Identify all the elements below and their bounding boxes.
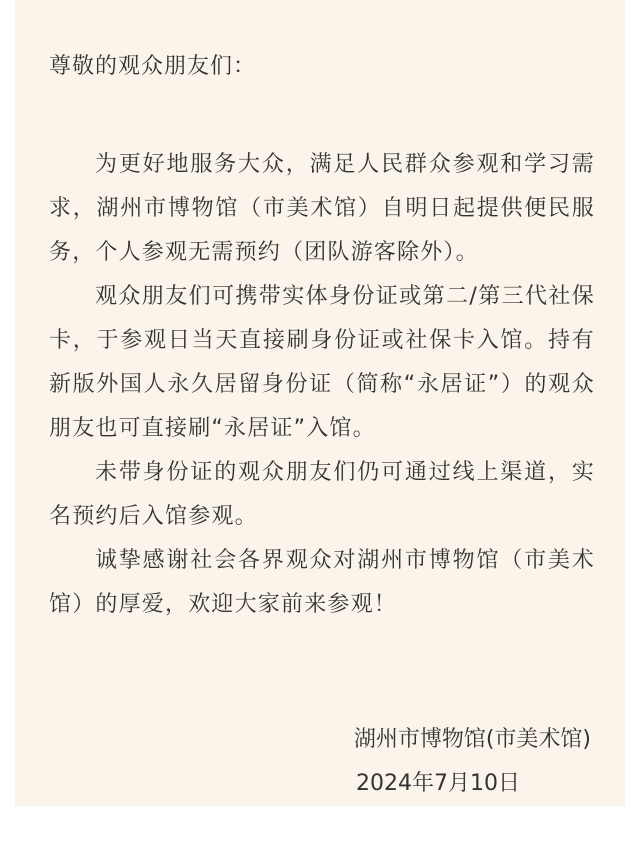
notice-body [49, 143, 595, 627]
notice-card [15, 0, 625, 806]
paragraph: 观众朋友们可携带实体身份证或第二/第三代社保卡，于参观日当天直接刷身份证或社保卡入馆。持有新版外国人永久居留身份证（简称“永居证”）的观众朋友也可直接刷“永居证”入馆。 [49, 284, 595, 441]
greeting: 尊敬的观众朋友们： [49, 54, 257, 79]
paragraph: 为更好地服务大众，满足人民群众参观和学习需求，湖州市博物馆（市美术馆）自明日起提供便民服务，个人参观无需预约（团队游客除外）。 [49, 152, 595, 265]
paragraph: 未带身份证的观众朋友们仍可通过线上渠道，实名预约后入馆参观。 [49, 460, 595, 529]
paragraph: 诚挚感谢社会各界观众对湖州市博物馆（市美术馆）的厚爱，欢迎大家前来参观！ [49, 548, 595, 617]
notice-date: 2024年7月10日 [356, 771, 520, 796]
signature: 湖州市博物馆(市美术馆) [353, 727, 591, 752]
